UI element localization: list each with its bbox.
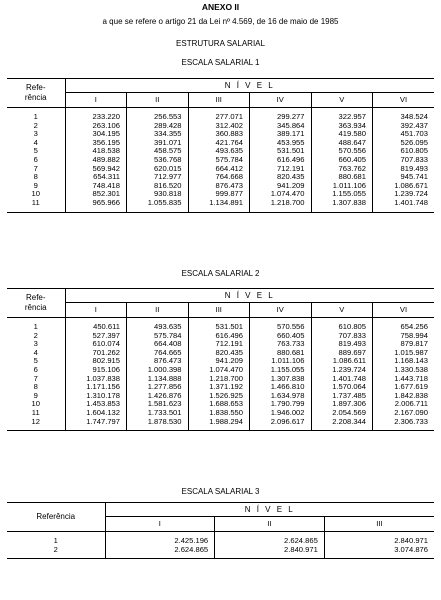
salary-cell: 1.570.064 (311, 383, 373, 392)
salary-cell: 707.833 (311, 332, 373, 341)
level-column-header: III (324, 517, 434, 532)
salary-cell: 1.277.856 (127, 383, 189, 392)
level-column-header: VI (373, 93, 435, 108)
salary-cell: 1.218.700 (250, 199, 312, 212)
salary-cell: 575.784 (188, 156, 250, 165)
salary-cell: 2.006.711 (373, 400, 435, 409)
salary-cell: 880.681 (250, 349, 312, 358)
salary-cell: 941.209 (250, 182, 312, 191)
salary-cell: 763.762 (311, 165, 373, 174)
salary-cell: 263.106 (92, 120, 120, 130)
salary-cell: 277.071 (188, 108, 250, 122)
salary-cell: 1.086.671 (373, 182, 435, 191)
reference-column-header: Refe- rência (7, 289, 65, 318)
table-row (7, 546, 434, 559)
salary-cell: 764.665 (127, 349, 189, 358)
salary-cell: 1.134.888 (127, 375, 189, 384)
level-column-header: III (188, 303, 250, 318)
salary-cell: 664.408 (127, 340, 189, 349)
salary-cell: 1.155.055 (250, 366, 312, 375)
salary-cell: 654.256 (373, 318, 435, 332)
salary-cell: 2.208.344 (311, 418, 373, 431)
salary-cell: 1.011.106 (311, 182, 373, 191)
salary-cell: 852.301 (92, 189, 120, 199)
salary-cell: 450.611 (93, 322, 120, 331)
salary-cell: 1.747.797 (86, 416, 120, 426)
level-column-header: I (105, 517, 215, 532)
header-row-levels (7, 93, 434, 108)
salary-cell: 930.818 (127, 190, 189, 199)
salary-cell: 1.466.810 (250, 383, 312, 392)
salary-cell: 610.074 (92, 339, 120, 349)
salary-cell: 1.401.748 (373, 199, 435, 212)
nivel-header: N Í V E L (65, 289, 434, 303)
reference-cell: 8 (7, 173, 65, 182)
salary-cell: 764.668 (188, 173, 250, 182)
salary-cell: 999.877 (188, 190, 250, 199)
salary-cell: 1.011.106 (250, 357, 312, 366)
reference-cell: 9 (7, 182, 65, 191)
salary-cell: 1.074.470 (250, 190, 312, 199)
salary-cell: 610.805 (373, 147, 435, 156)
table-row (7, 199, 434, 212)
salary-table-3 (7, 502, 434, 559)
salary-cell: 1.037.838 (86, 373, 120, 383)
level-column-header: VI (373, 303, 435, 318)
salary-cell: 322.957 (311, 108, 373, 122)
salary-cell: 527.397 (92, 330, 120, 340)
salary-cell: 1.134.891 (188, 199, 250, 212)
header-row-nivel (7, 79, 434, 93)
salary-cell: 419.580 (311, 130, 373, 139)
reference-cell: 10 (7, 190, 65, 199)
salary-cell: 876.473 (127, 357, 189, 366)
reference-cell: 3 (7, 340, 65, 349)
reference-cell: 2 (7, 332, 65, 341)
salary-cell: 620.015 (127, 165, 189, 174)
reference-cell: 7 (7, 375, 65, 384)
salary-cell: 360.883 (188, 130, 250, 139)
salary-cell: 453.955 (250, 139, 312, 148)
salary-cell: 489.882 (92, 154, 120, 164)
scale-1-title: ESCALA SALARIAL 1 (181, 58, 260, 67)
salary-cell: 526.095 (373, 139, 435, 148)
salary-cell: 701.262 (92, 347, 120, 357)
salary-cell: 1.453.853 (86, 399, 120, 409)
annex-title: ANEXO II (201, 2, 240, 12)
salary-cell: 1.155.055 (311, 190, 373, 199)
salary-cell: 616.496 (250, 156, 312, 165)
salary-cell: 493.635 (127, 318, 189, 332)
salary-cell: 1.401.748 (311, 375, 373, 384)
salary-cell: 1.307.838 (250, 375, 312, 384)
reference-cell: 11 (7, 199, 65, 212)
salary-cell: 289.428 (127, 122, 189, 131)
salary-cell: 536.768 (127, 156, 189, 165)
reference-cell: 1 (7, 108, 65, 122)
salary-cell: 421.764 (188, 139, 250, 148)
reference-cell: 8 (7, 383, 65, 392)
salary-cell: 941.209 (188, 357, 250, 366)
salary-cell: 2.306.733 (373, 418, 435, 431)
annex-subtitle: a que se refere o artigo 21 da Lei nº 4.569, de 16 de maio de 1985 (102, 17, 339, 26)
nivel-header: N Í V E L (105, 503, 434, 517)
reference-cell: 6 (7, 156, 65, 165)
salary-cell: 493.635 (188, 147, 250, 156)
reference-cell: 2 (7, 122, 65, 131)
salary-cell: 2.167.090 (373, 409, 435, 418)
header-row-nivel (7, 289, 434, 303)
reference-cell: 12 (7, 418, 65, 431)
salary-cell: 879.817 (373, 340, 435, 349)
salary-cell: 1.074.470 (188, 366, 250, 375)
reference-cell: 5 (7, 147, 65, 156)
salary-cell: 488.647 (311, 139, 373, 148)
salary-cell: 2.096.617 (250, 418, 312, 431)
salary-cell: 2.054.569 (311, 409, 373, 418)
level-column-header: II (215, 517, 325, 532)
reference-cell: 1 (7, 532, 105, 546)
salary-cell: 570.556 (250, 318, 312, 332)
salary-cell: 758.994 (373, 332, 435, 341)
salary-cell: 712.977 (127, 173, 189, 182)
salary-cell: 1.239.724 (373, 190, 435, 199)
reference-cell: 10 (7, 400, 65, 409)
reference-cell: 2 (7, 546, 105, 559)
salary-cell: 1.239.724 (311, 366, 373, 375)
salary-cell: 1.310.178 (86, 390, 120, 400)
salary-cell: 1.688.653 (188, 400, 250, 409)
salary-cell: 707.833 (373, 156, 435, 165)
salary-cell: 1.171.156 (86, 382, 120, 392)
salary-cell: 802.915 (92, 356, 120, 366)
level-column-header: II (127, 93, 189, 108)
salary-cell: 820.435 (188, 349, 250, 358)
salary-cell: 392.437 (373, 122, 435, 131)
salary-cell: 256.553 (127, 108, 189, 122)
salary-cell: 3.074.876 (324, 546, 434, 559)
salary-cell: 748.418 (92, 180, 120, 190)
salary-cell: 1.426.876 (127, 392, 189, 401)
nivel-header: N Í V E L (65, 79, 434, 93)
salary-cell: 1.307.838 (311, 199, 373, 212)
scale-2-title: ESCALA SALARIAL 2 (181, 269, 260, 278)
reference-cell: 1 (7, 318, 65, 332)
salary-cell: 575.784 (127, 332, 189, 341)
salary-cell: 664.412 (188, 165, 250, 174)
salary-cell: 1.086.611 (311, 357, 373, 366)
level-column-header: III (188, 93, 250, 108)
salary-cell: 654.311 (93, 172, 120, 182)
header-row-levels (7, 303, 434, 318)
salary-cell: 915.106 (92, 364, 120, 374)
salary-cell: 660.405 (250, 332, 312, 341)
salary-cell: 1.737.485 (311, 392, 373, 401)
salary-cell: 356.195 (92, 137, 120, 147)
salary-cell: 1.218.700 (188, 375, 250, 384)
salary-cell: 820.435 (250, 173, 312, 182)
salary-cell: 1.790.799 (250, 400, 312, 409)
salary-cell: 570.556 (311, 147, 373, 156)
salary-cell: 451.703 (373, 130, 435, 139)
salary-cell: 1.526.925 (188, 392, 250, 401)
salary-cell: 334.355 (127, 130, 189, 139)
salary-cell: 1.581.623 (127, 400, 189, 409)
reference-cell: 4 (7, 349, 65, 358)
salary-cell: 1.000.398 (127, 366, 189, 375)
salary-cell: 763.733 (250, 340, 312, 349)
salary-cell: 531.501 (188, 318, 250, 332)
reference-cell: 7 (7, 165, 65, 174)
level-column-header: V (311, 303, 373, 318)
level-column-header: V (311, 93, 373, 108)
salary-cell: 1.168.143 (373, 357, 435, 366)
salary-cell: 616.496 (188, 332, 250, 341)
reference-cell: 9 (7, 392, 65, 401)
salary-cell: 876.473 (188, 182, 250, 191)
salary-cell: 348.524 (373, 108, 435, 122)
reference-cell: 6 (7, 366, 65, 375)
table-row (7, 532, 434, 546)
salary-cell: 889.697 (311, 349, 373, 358)
salary-cell: 1.897.306 (311, 400, 373, 409)
table-row (7, 108, 434, 122)
salary-cell: 1.443.718 (373, 375, 435, 384)
reference-cell: 4 (7, 139, 65, 148)
salary-cell: 712.191 (188, 340, 250, 349)
salary-cell: 2.840.971 (215, 546, 325, 559)
salary-cell: 418.538 (92, 146, 120, 156)
level-column-header: II (127, 303, 189, 318)
salary-cell: 2.840.971 (324, 532, 434, 546)
salary-cell: 712.191 (250, 165, 312, 174)
table-row (7, 418, 434, 431)
salary-cell: 1.604.132 (86, 407, 120, 417)
salary-cell: 1.015.987 (373, 349, 435, 358)
salary-cell: 304.195 (92, 129, 120, 139)
scale-3-title: ESCALA SALARIAL 3 (181, 487, 260, 496)
reference-cell: 3 (7, 130, 65, 139)
reference-column-header: Referência (7, 503, 105, 532)
salary-cell: 299.277 (250, 108, 312, 122)
level-column-header: IV (250, 303, 312, 318)
salary-cell: 816.520 (127, 182, 189, 191)
salary-table-2 (7, 288, 434, 431)
salary-cell: 389.171 (250, 130, 312, 139)
salary-cell: 1.055.835 (127, 199, 189, 212)
salary-cell: 312.402 (188, 122, 250, 131)
salary-cell: 610.805 (311, 318, 373, 332)
salary-cell: 531.501 (250, 147, 312, 156)
salary-cell: 2.624.865 (174, 544, 209, 554)
salary-cell: 1.946.002 (250, 409, 312, 418)
reference-cell: 5 (7, 357, 65, 366)
salary-cell: 965.966 (92, 197, 120, 207)
salary-cell: 1.838.550 (188, 409, 250, 418)
salary-cell: 233.220 (92, 112, 120, 121)
salary-cell: 2.624.865 (215, 532, 325, 546)
table-row (7, 318, 434, 332)
salary-cell: 569.942 (92, 163, 120, 173)
salary-cell: 1.842.838 (373, 392, 435, 401)
salary-cell: 363.934 (311, 122, 373, 131)
salary-cell: 660.405 (311, 156, 373, 165)
salary-cell: 819.493 (373, 165, 435, 174)
salary-cell: 1.733.501 (127, 409, 189, 418)
salary-cell: 345.864 (250, 122, 312, 131)
level-column-header: I (65, 303, 127, 318)
reference-cell: 11 (7, 409, 65, 418)
salary-cell: 945.741 (373, 173, 435, 182)
header-row-nivel (7, 503, 434, 517)
level-column-header: IV (250, 93, 312, 108)
salary-cell: 1.677.619 (373, 383, 435, 392)
salary-cell: 1.988.294 (188, 418, 250, 431)
salary-table-1 (7, 78, 434, 213)
salary-cell: 1.371.192 (188, 383, 250, 392)
salary-cell: 391.071 (127, 139, 189, 148)
salary-cell: 1.330.538 (373, 366, 435, 375)
structure-heading: ESTRUTURA SALARIAL (176, 39, 265, 48)
salary-cell: 819.493 (311, 340, 373, 349)
salary-cell: 880.681 (311, 173, 373, 182)
reference-column-header: Refe- rência (7, 79, 65, 108)
salary-cell: 1.878.530 (127, 418, 189, 431)
level-column-header: I (65, 93, 127, 108)
salary-cell: 458.575 (127, 147, 189, 156)
salary-cell: 1.634.978 (250, 392, 312, 401)
salary-cell: 2.425.196 (174, 536, 209, 545)
